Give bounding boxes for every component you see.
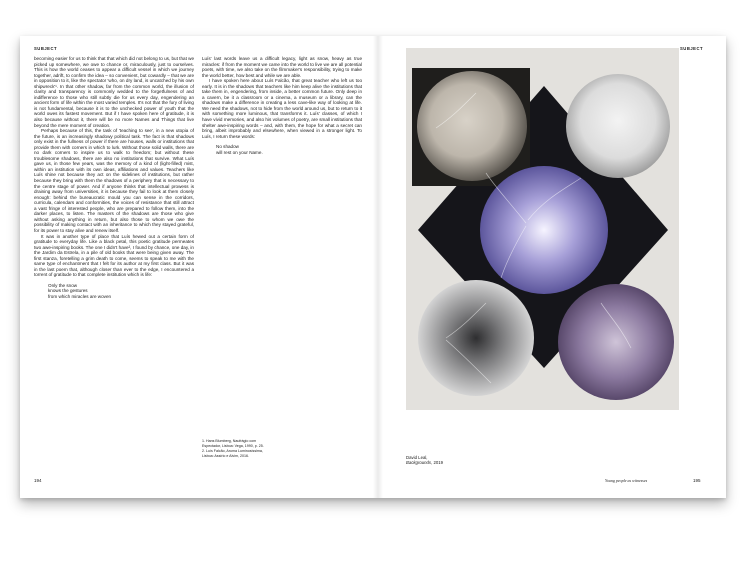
book-gutter <box>373 36 383 498</box>
paragraph: becoming easier for us to think that that which did not belong to us, but that we picked up somewhere, we owe to chance or, miraculously, just to ourselves. This is how the world ceases to appear a difficult vessel in which we journey together, adrift, to confirm the idea – so convenient, but cowardly – that we are in opposition to it, like the spectator 'who, on dry land, is uncatched by his own shipwreck'¹. In that other shadow, far from the common world, the illusion of clarity and transparency is commonly wedded to the forgetfulness of and indifference to those who still subtly die for us every day, engendering an ancient form of life within the most varied temples. It's not that the fury of living is not fundamental, because it is to the unchecked power of youth that the world owes its fastest movement. But if I have spoken here of gratitude, it is also because without it, there will be no more Names and Things that live beyond the mere moment of creation. <box>34 56 194 128</box>
fundus-circle-bottom-right <box>558 284 674 400</box>
fundus-circle-bottom-left <box>418 280 534 396</box>
footnotes <box>202 439 272 459</box>
caption-work-line <box>406 460 443 465</box>
left-page-number: 194 <box>34 478 42 483</box>
poem-quote <box>216 144 362 155</box>
left-column-2 <box>202 56 362 216</box>
paragraph: It was in another type of place that Luís hewed out a certain form of gratitude to everyday life. Like a black petal, this poetic gratitude permeates two awe-inspiring books. The one I didn't have², I found by chance, one day, in the Jardim da Estrela, in a pile of old books that were being given away. The first stanza, foretelling a grim death to come, seems to speak to me with the same type of enchantment that I felt for its author at my first class. But it was in the last poem that, although closer than ever to the edge, I encountered a torrent of gratitude to that complete institution which is life: <box>34 233 194 278</box>
fundus-circle-top-right <box>566 74 670 178</box>
poem-line: will rest on your Name. <box>216 149 263 155</box>
right-section-label: SUBJECT <box>680 46 704 51</box>
caption-artist: David Leal, <box>406 455 428 460</box>
artwork-caption <box>406 455 443 466</box>
paragraph: I have spoken here about Luís Falcão, that great teacher who left us too early. It is in the shadows that teachers like him keep alive the institutions that take them in, engendering, from inside, a better common future. Only deep in a cavern, be it a classroom or a cinema, a museum or a library, can the shadows make a difference in creating a less cave-like way of looking at life. We need the shadows, not to hide from the world around us, but to return to it with something more luminous, that transforms it. Luís' classes, of which I have vivid memories, and also his volumes of poetry, are small institutions that shelter awe-inspiring words – and, with them, the hope for what a secret can bring, albeit improbably and elsewhere, when viewed in a stronger light. To Luís, I return these words: <box>202 78 362 139</box>
left-column-1 <box>34 56 194 456</box>
artwork-image <box>406 48 679 410</box>
fundus-circle-top-left <box>417 71 527 181</box>
paragraph: Luís' last words leave us a difficult legacy, light as snow, heavy as true miracles: if from the moment we came into the world to live we are all potential poets, with time, we also take on the filmmaker's responsibility, trying to make the world better, how best and while we are able. <box>202 56 362 78</box>
caption-work-title: Backgrounds <box>406 460 432 466</box>
fundus-circle-center <box>480 166 608 294</box>
poem-line: No shadow <box>216 144 239 150</box>
footnote: 2. Luís Falcão, Aruma Luminosíssima, Lisboa: Assírio e Alvim, 2016. <box>202 449 263 458</box>
paragraph: Perhaps because of this, the task of 'teaching to see', in a new utopia of the future, is an increasingly shadowy political task. The fact is that shadows only exist in the fullness of power if there are houses, walls or institutions that provide them with corners in which to lurk. Without those solid walls, there are no dark corners to inspire us to walk to freedom; but without these troublesome shadows, there are also no institutions that survive. What Luís gave us, in those few years, was the memory of a kind of (light-filled) mist, within an institution with its own ideas, affiliations and values. Teachers like Luís shine not because they act on the sidelines of institutions, but rather because they bring with them the shadows of a periphery that is necessary to the centre stage of power. And if anyone thinks that intellectual prowess is draining away from universities, it is because they fail to look at them closely enough: behind the bureaucratic mould you can sense in the corridors, curricula, calendars and conformities, the voices of resistance that still attract a vast fringe of interested people, who are prepared to follow them, into the darker places, to listen. The masters of the shadows are those who give without asking anything in return, but also those to whom we owe the possibility of making contact with an inheritance to which they stayed grateful, for its power to stay alive and renew itself. <box>34 128 194 233</box>
poem-line: Only the snow <box>48 282 78 288</box>
poem-quote <box>48 283 194 300</box>
poem-line: knows the gestures <box>48 288 88 294</box>
running-footer-title: Young people as witnesses <box>605 478 648 483</box>
poem-line: from which miracles are woven <box>48 293 112 299</box>
right-page-number: 195 <box>693 478 701 483</box>
footnote: 1. Hans Blumberg, Naufrágio com Espectador, Lisboa: Vega, 1990, p. 25. <box>202 439 264 448</box>
artwork-svg <box>406 48 679 410</box>
left-section-label: SUBJECT <box>34 46 58 51</box>
magazine-spread <box>20 36 726 498</box>
caption-year: , 2019 <box>431 460 444 466</box>
